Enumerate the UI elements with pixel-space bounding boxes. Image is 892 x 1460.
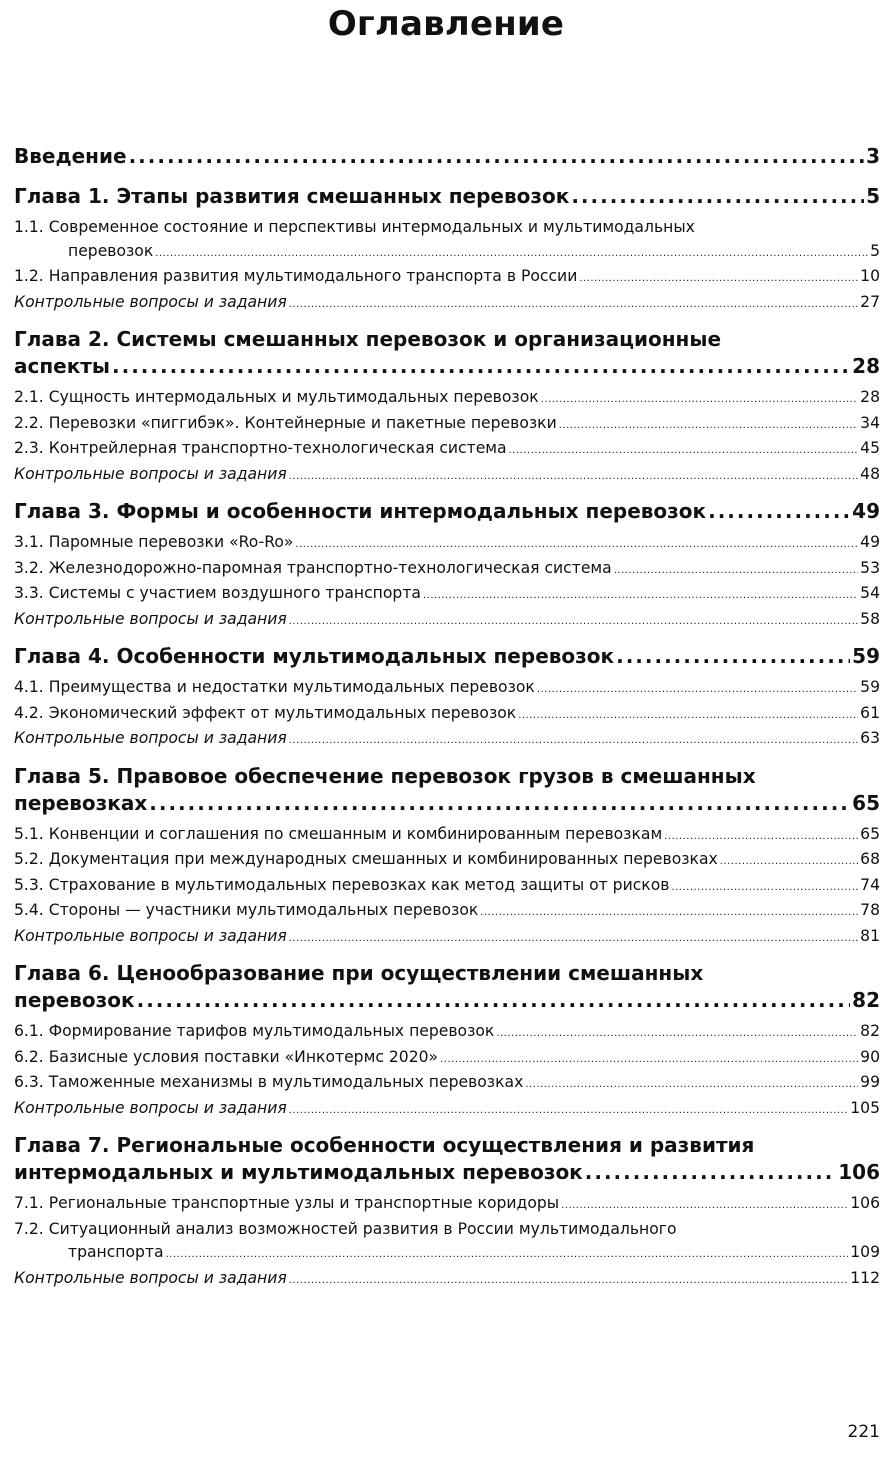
entry-title: 5.2. Документация при международных смешанных и комбинированных перевозках (14, 850, 718, 868)
entry-title: 7.1. Региональные транспортные узлы и транспортные коридоры (14, 1194, 560, 1212)
questions-page: 63 (860, 729, 880, 747)
toc-chapter (14, 183, 880, 316)
questions-title: Контрольные вопросы и задания (14, 729, 287, 747)
leader-dots (525, 1071, 858, 1097)
entry-title: 5.1. Конвенции и соглашения по смешанным и комбинированным перевозкам (14, 824, 663, 843)
leader-dots (289, 1097, 848, 1123)
questions-page: 112 (850, 1268, 880, 1287)
entry-page: 109 (850, 1243, 880, 1261)
toc-intro[interactable] (14, 143, 880, 170)
leader-dots (509, 437, 859, 463)
leader-dots (537, 676, 858, 702)
entry-title: 3.3. Системы с участием воздушного транспорта (14, 584, 421, 602)
leader-dots (664, 823, 858, 849)
entry-title: 2.1. Сущность интермодальных и мультимодальных перевозок (14, 388, 539, 406)
entry-title: 3.1. Паромные перевозки «Ro-Ro» (14, 533, 294, 551)
toc-chapter-heading[interactable] (14, 498, 880, 525)
questions-title: Контрольные вопросы и задания (14, 1098, 287, 1117)
leader-dots (571, 183, 864, 210)
entry-page: 53 (860, 558, 880, 577)
questions-page: 105 (850, 1098, 880, 1117)
toc-chapter-heading[interactable] (14, 960, 880, 1014)
toc-chapter (14, 326, 880, 488)
leader-dots (559, 412, 858, 438)
leader-dots (708, 498, 850, 525)
toc-entry[interactable] (14, 265, 880, 291)
page-title: Оглавление (327, 4, 565, 44)
toc-entry[interactable] (14, 1071, 880, 1097)
leader-dots (129, 143, 865, 170)
leader-dots (440, 1046, 858, 1072)
leader-dots (137, 987, 851, 1014)
leader-dots (585, 1159, 836, 1186)
toc-entry[interactable] (14, 1218, 880, 1267)
chapter-title: Глава 6. Ценообразование при осуществлении смешанных (14, 961, 704, 985)
questions-page: 81 (860, 926, 880, 945)
chapter-page: 5 (866, 184, 880, 208)
questions-page: 48 (860, 464, 880, 483)
toc-chapter-heading[interactable] (14, 183, 880, 210)
leader-dots (518, 702, 858, 728)
leader-dots (295, 531, 858, 557)
entry-title: 5.4. Стороны — участники мультимодальных перевозок (14, 901, 479, 919)
entry-title: 2.2. Перевозки «пиггибэк». Контейнерные и пакетные перевозки (14, 413, 557, 432)
leader-dots (579, 265, 858, 291)
leader-dots (289, 727, 858, 753)
questions-title: Контрольные вопросы и задания (14, 464, 287, 483)
toc-entry[interactable] (14, 437, 880, 463)
entry-title: 1.2. Направления развития мультимодального транспорта в России (14, 267, 578, 285)
questions-title: Контрольные вопросы и задания (14, 609, 287, 628)
entry-page: 49 (860, 533, 880, 551)
entry-page: 10 (860, 267, 880, 285)
chapter-page: 59 (852, 644, 880, 668)
chapter-title-continued: аспекты (14, 354, 110, 378)
toc-chapter-heading[interactable] (14, 643, 880, 670)
toc-questions[interactable] (14, 925, 880, 951)
chapter-title-continued: перевозок (14, 988, 135, 1012)
chapter-title-continued: интермодальных и мультимодальных перевозок (14, 1160, 583, 1184)
leader-dots (149, 790, 850, 817)
toc-chapter-heading[interactable] (14, 1132, 880, 1186)
leader-dots (289, 291, 858, 317)
toc-entry[interactable] (14, 1020, 880, 1046)
entry-title: 2.3. Контрейлерная транспортно-технологическая система (14, 439, 507, 457)
entry-page: 28 (860, 388, 880, 406)
entry-title-continued: транспорта (68, 1243, 164, 1261)
chapter-list (14, 183, 880, 1292)
toc-intro-page: 3 (866, 144, 880, 168)
entry-page: 99 (860, 1073, 880, 1091)
chapter-title: Глава 3. Формы и особенности интермодальных перевозок (14, 499, 707, 523)
questions-page: 58 (860, 609, 880, 628)
leader-dots (166, 1241, 849, 1267)
chapter-title-continued: перевозках (14, 790, 148, 815)
chapter-title: Глава 5. Правовое обеспечение перевозок грузов в смешанных (14, 763, 756, 788)
entry-page: 45 (860, 439, 880, 457)
leader-dots (155, 240, 868, 266)
entry-page: 61 (860, 703, 880, 722)
leader-dots (541, 386, 858, 412)
chapter-title: Глава 4. Особенности мультимодальных перевозок (14, 644, 615, 668)
entry-title: 4.1. Преимущества и недостатки мультимодальных перевозок (14, 678, 535, 696)
entry-title: 5.3. Страхование в мультимодальных перевозках как метод защиты от рисков (14, 875, 670, 894)
toc-questions[interactable] (14, 1267, 880, 1293)
chapter-title: Глава 7. Региональные особенности осуществления и развития (14, 1133, 755, 1157)
entry-page: 54 (860, 584, 880, 602)
toc-questions[interactable] (14, 291, 880, 317)
entry-page: 68 (860, 850, 880, 868)
leader-dots (289, 925, 858, 951)
leader-dots (289, 1267, 848, 1293)
entry-page: 78 (860, 901, 880, 919)
toc-chapter (14, 1132, 880, 1292)
entry-title: 3.2. Железнодорожно-паромная транспортно-технологическая система (14, 558, 612, 577)
leader-dots (561, 1192, 848, 1218)
entry-page: 106 (850, 1194, 880, 1212)
leader-dots (616, 643, 850, 670)
leader-dots (289, 608, 858, 634)
entry-page: 34 (860, 413, 880, 432)
leader-dots (112, 353, 850, 380)
chapter-page: 106 (838, 1160, 880, 1184)
chapter-page: 82 (852, 988, 880, 1012)
toc-chapter (14, 960, 880, 1122)
toc-chapter (14, 643, 880, 753)
entry-title: 6.3. Таможенные механизмы в мультимодальных перевозках (14, 1073, 524, 1091)
chapter-title: Глава 1. Этапы развития смешанных перевозок (14, 184, 570, 208)
questions-title: Контрольные вопросы и задания (14, 926, 287, 945)
leader-dots (671, 874, 858, 900)
toc-entry[interactable] (14, 823, 880, 849)
entry-title: 7.2. Ситуационный анализ возможностей развития в России мультимодального (14, 1219, 677, 1238)
leader-dots (480, 899, 858, 925)
toc-entry[interactable] (14, 386, 880, 412)
toc-entry[interactable] (14, 874, 880, 900)
toc-chapter (14, 498, 880, 633)
toc-entry[interactable] (14, 216, 880, 265)
chapter-page: 28 (852, 354, 880, 378)
entry-page: 82 (860, 1022, 880, 1040)
chapter-title: Глава 2. Системы смешанных перевозок и организационные (14, 327, 722, 351)
leader-dots (720, 848, 858, 874)
toc-questions[interactable] (14, 1097, 880, 1123)
toc-entry[interactable] (14, 676, 880, 702)
toc-entry[interactable] (14, 582, 880, 608)
chapter-page: 65 (852, 790, 880, 815)
leader-dots (496, 1020, 858, 1046)
toc-chapter-heading[interactable] (14, 326, 880, 380)
toc-entry[interactable] (14, 848, 880, 874)
leader-dots (614, 557, 858, 583)
toc-questions[interactable] (14, 463, 880, 489)
chapter-page: 49 (852, 499, 880, 523)
questions-page: 27 (860, 292, 880, 311)
entry-title: 6.2. Базисные условия поставки «Инкотермс 2020» (14, 1047, 439, 1066)
entry-page: 65 (860, 824, 880, 843)
toc-chapter-heading[interactable] (14, 763, 880, 817)
toc-entry[interactable] (14, 1046, 880, 1072)
entry-page: 74 (860, 875, 880, 894)
entry-title-continued: перевозок (68, 241, 154, 260)
toc-entry[interactable] (14, 1192, 880, 1218)
entry-page: 90 (860, 1047, 880, 1066)
toc-chapter (14, 763, 880, 951)
entry-title: 1.1. Современное состояние и перспективы интермодальных и мультимодальных (14, 218, 695, 236)
page-number: 221 (847, 1422, 880, 1442)
entry-page: 59 (860, 678, 880, 696)
toc-questions[interactable] (14, 727, 880, 753)
toc-questions[interactable] (14, 608, 880, 634)
toc-entry[interactable] (14, 702, 880, 728)
leader-dots (423, 582, 858, 608)
questions-title: Контрольные вопросы и задания (14, 1268, 287, 1287)
entry-page: 5 (870, 241, 880, 260)
leader-dots (289, 463, 858, 489)
toc-intro-title: Введение (14, 144, 127, 168)
toc-entry[interactable] (14, 557, 880, 583)
toc-entry[interactable] (14, 412, 880, 438)
entry-title: 4.2. Экономический эффект от мультимодальных перевозок (14, 703, 517, 722)
questions-title: Контрольные вопросы и задания (14, 292, 287, 311)
table-of-contents (14, 143, 880, 1302)
toc-entry[interactable] (14, 531, 880, 557)
toc-entry[interactable] (14, 899, 880, 925)
entry-title: 6.1. Формирование тарифов мультимодальных перевозок (14, 1022, 495, 1040)
